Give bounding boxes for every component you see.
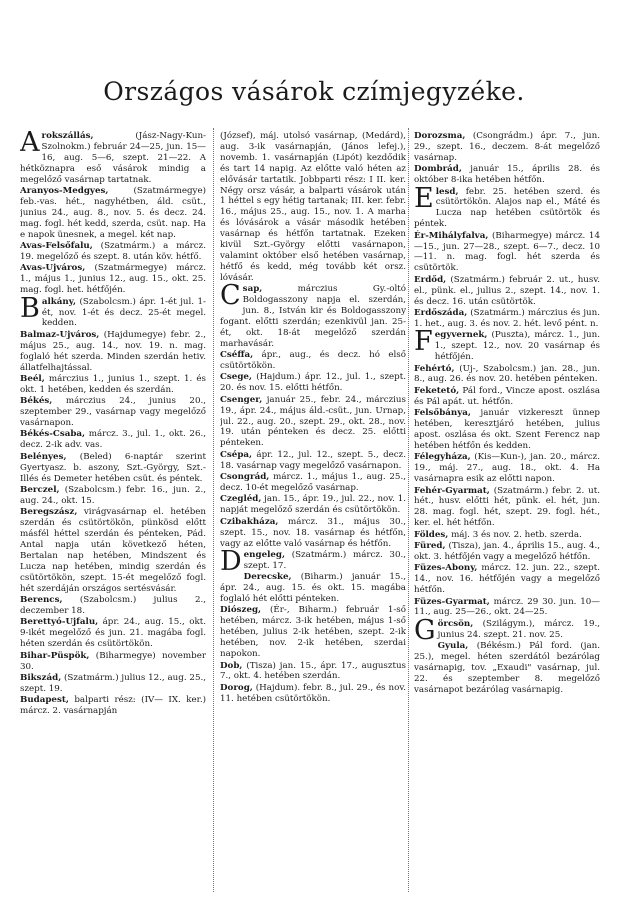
market-dates: (József), máj. utolsó vasárnap, (Medárd), aug. 3-ik vasárnapján, (János lefej.), novemb. 1. vasárnapján (Lipót) kezdődik és tart 14 napig. Az előtte való héten az elővásár tartatik. Jobbparti rész: I II. ker. Négy orsz vásár, a balparti vásárok után 1 héttel s egy hétig tartanak; III. ker. febr. 16., május 25., aug. 15., nov. 1. A marha és lóvásárok a vásár második hetében vasárnap és hétfőn tartatnak. Ezeken kivül Szt.-György előtti vasárnapon, valamint október első hetében vasárnap, hétfő és kedd, még tovább két orsz. lóvásár. bbox=[220, 131, 406, 283]
market-dates: (Ér-, Biharm.) február 1-ső hetében, márcz. 3-ik hetében, május 1-ső hetében, julius 2-ik hetében, szept. 2-ik hetében, nov. 2-ik hetében, szerdai napokon. bbox=[220, 605, 406, 660]
place-name: Dob, bbox=[220, 660, 243, 671]
column-divider bbox=[408, 128, 409, 892]
market-dates: (Csongrádm.) ápr. 7., jun. 29., szept. 16., deczem. 8-át megelőző vasárnap. bbox=[414, 131, 600, 163]
market-dates: virágvasárnap el. hetében szerdán és csütörtökön, pünkösd előtt másfél héttel szerdán és pénteken, Pád. Antal napja után következő héten, Bertalan nap hetében, Mindszent és Lucza nap hetében, mindig szerdán és csütörtökön, szept. 15-ét megelőző fogl. hét szerdáján országos sertésvásár. bbox=[20, 507, 206, 594]
market-dates: márczius 1., junius 1., szept. 1. és okt. 1 hetében, kedden és szerdán. bbox=[20, 373, 206, 395]
place-name: Füzes-Abony, bbox=[414, 563, 478, 574]
market-dates: (Szatmárm.) a márcz. 19. megelőző és szept. 8. után köv. hétfő. bbox=[20, 241, 206, 262]
market-dates: márczius 24., junius 20., szeptember 29., vasárnap vagy megelőző vasárnapon. bbox=[20, 396, 206, 429]
market-dates: (Szabolcsm.) julius 2., deczember 18. bbox=[20, 595, 206, 616]
market-entry bbox=[220, 494, 406, 516]
place-name: lesd, bbox=[435, 186, 459, 197]
market-entry bbox=[220, 350, 406, 372]
place-name: Beregszász, bbox=[20, 507, 78, 518]
place-name: Erdőszáda, bbox=[414, 308, 468, 318]
market-dates: (Puszta), márcz. 1., jun. 1., szept. 12., nov. 20 vasárnap és hétfőjén. bbox=[434, 330, 600, 363]
column-3 bbox=[414, 131, 600, 891]
place-name: Csege, bbox=[220, 372, 252, 383]
market-dates: (Kis—Kun-), jan. 20., márcz. 19., máj. 27., aug. 18., okt. 4. Ha vasárnapra esik az előtti napon. bbox=[414, 452, 600, 485]
column-1 bbox=[20, 131, 206, 891]
market-entry bbox=[414, 364, 600, 386]
place-name: Fehértó, bbox=[414, 363, 455, 374]
market-dates: (Beled) 6-naptár szerint Gyertyasz. b. aszony, Szt.-György, Szt.-Illés és Demeter hetében csüt. és péntek. bbox=[20, 451, 206, 484]
market-dates: márcz. 1., május 1., aug. 25., decz. 10-ét megelőző vasárnap. bbox=[220, 472, 406, 493]
drop-cap-initial: F bbox=[414, 326, 433, 358]
market-entry bbox=[20, 595, 206, 617]
market-dates: (Uj-, Szabolcsm.) jan. 28., jun. 8., aug. 26. és nov. 20. hetében pénteken. bbox=[414, 363, 600, 385]
market-dates: (Hajdumegye) febr. 2., május 25., aug. 14., nov. 19. n. mag. foglaló hét szerda. Minden szerdán hetiv. állatfelhajtással. bbox=[20, 329, 206, 373]
market-entry bbox=[414, 131, 600, 164]
market-entry bbox=[20, 241, 206, 263]
market-entry bbox=[414, 275, 600, 308]
place-name: Feketetó, bbox=[414, 385, 460, 396]
drop-cap-initial: C bbox=[220, 280, 241, 312]
place-name: Avas-Ujváros, bbox=[20, 263, 86, 274]
place-name: Csépa, bbox=[220, 449, 253, 460]
market-dates: (Szatmárm.) február 2. ut., husv. el., pünk. el., julius 2., szept. 14., nov. 1. és decz. 16. után csütörtök. bbox=[414, 274, 600, 307]
market-entry bbox=[20, 374, 206, 396]
place-name: Bikszád, bbox=[20, 672, 62, 683]
market-dates: (Biharm.) január 15., ápr. 24., aug. 15. és okt. 15. magába foglaló hét előtti pénteken. bbox=[220, 572, 406, 605]
market-entry bbox=[220, 372, 406, 394]
place-name: Csongrád, bbox=[220, 472, 270, 483]
market-entry bbox=[20, 292, 206, 330]
market-entry bbox=[20, 452, 206, 485]
place-name: Diószeg, bbox=[220, 605, 262, 616]
market-entry bbox=[414, 408, 600, 452]
place-name: Gyula, bbox=[437, 641, 469, 652]
drop-cap-initial: E bbox=[414, 182, 434, 214]
drop-cap-initial: D bbox=[220, 545, 242, 577]
place-name: Beél, bbox=[20, 373, 45, 384]
market-entry bbox=[220, 131, 406, 284]
market-entry bbox=[20, 695, 206, 717]
market-dates: Pál ford., Vincze apost. oszlása és Pál apát. ut. hétfőn. bbox=[414, 385, 600, 407]
place-name: Balmaz-Ujváros, bbox=[20, 329, 100, 340]
place-name: Czegléd, bbox=[220, 494, 262, 505]
market-entry bbox=[20, 485, 206, 507]
market-dates: (Hajdum). febr. 8., jul. 29., és nov. 11. hetében csütörtökön. bbox=[220, 682, 406, 704]
place-name: Erdőd, bbox=[414, 274, 447, 285]
market-entry bbox=[20, 263, 206, 296]
market-entry bbox=[414, 563, 600, 596]
market-entry bbox=[220, 395, 406, 450]
market-entry bbox=[414, 597, 600, 619]
market-entry bbox=[414, 326, 600, 363]
market-dates: (Jász-Nagy-Kun-Szolnokm.) február 24—25, jun. 15—16, aug. 5—6, szept. 21—22. A hétköznapra eső vásárok mindig a megelőző vasárnap tartatnak. bbox=[20, 131, 206, 185]
market-dates: január 25., febr. 24., márczius 19., ápr. 24., május áld.-csüt., jun. Urnap, jul. 22., aug. 20., szept. 29., okt. 28., nov. 19. után pénteken és decz. 25. előtti pénteken. bbox=[220, 394, 406, 449]
place-name: Félegyháza, bbox=[414, 452, 471, 463]
place-name: egyvernek, bbox=[434, 330, 488, 341]
market-entry bbox=[220, 605, 406, 660]
market-entry bbox=[220, 517, 406, 550]
market-dates: (Szabolcsm.) febr. 16., jun. 2., aug. 24., okt. 15. bbox=[20, 485, 206, 506]
market-dates: márcz. 29 30. jun. 10—11., aug. 25—26., okt. 24—25. bbox=[414, 596, 600, 618]
place-name: Czibakháza, bbox=[220, 516, 279, 527]
market-entry bbox=[220, 572, 406, 605]
place-name: Csenger, bbox=[220, 394, 263, 405]
place-name: Berencs, bbox=[20, 595, 63, 606]
market-dates: márcz. 31., május 30., szept. 15., nov. 18. vasárnap és hétfőn, vagy az előtte való vasárnap és hétfőn. bbox=[220, 516, 406, 549]
market-entry bbox=[220, 472, 406, 494]
market-entry bbox=[220, 280, 406, 349]
market-entry bbox=[414, 641, 600, 696]
market-dates: febr. 25. hetében szerd. és csütörtökön. Alajos nap el., Máté és Lucza nap hetében csütörtök és péntek. bbox=[414, 186, 600, 230]
place-name: Felsőbánya, bbox=[414, 408, 471, 419]
drop-cap-initial: G bbox=[414, 614, 436, 646]
market-entry bbox=[414, 614, 600, 646]
market-dates: (Szilágym.), márcz. 19., junius 24. szept. 21. nov. 25. bbox=[437, 618, 600, 640]
place-name: Földes, bbox=[414, 529, 449, 540]
market-entry bbox=[414, 164, 600, 186]
market-dates: (Tisza) jan. 15., ápr. 17., augusztus 7., okt. 4. hetében szerdán. bbox=[220, 660, 406, 682]
market-entry bbox=[20, 131, 206, 186]
market-dates: (Tisza), jan. 4., április 15., aug. 4., okt. 3. hétfőjén vagy a megelőző hétfőn. bbox=[414, 541, 600, 562]
market-entry bbox=[20, 330, 206, 374]
place-name: Békés-Csaba, bbox=[20, 429, 86, 440]
market-entry bbox=[220, 450, 406, 472]
market-dates: (Biharmegye) márcz. 14—15., jun. 27—28., szept. 6—7., decz. 10—11. n. mag. fogl. hét szerda és csütörtök. bbox=[414, 230, 600, 274]
drop-cap-initial: A bbox=[20, 131, 40, 158]
market-entry bbox=[20, 429, 206, 451]
place-name: Fehér-Gyarmat, bbox=[414, 485, 490, 496]
market-dates: ápr. 12., jul. 12., szept. 5., decz. 18. vasárnap vagy megelőző vasárnapon. bbox=[220, 449, 406, 471]
market-dates: (Szatmárm.) márcz. 30., szept. 17. bbox=[243, 549, 406, 571]
column-2 bbox=[220, 131, 406, 891]
place-name: rokszállás, bbox=[41, 131, 94, 141]
market-dates: (Szatmármegye) márcz. 1., május 1., junius 12., aug. 15., okt. 25. mag. fogl. het. hétfőjén. bbox=[20, 263, 206, 296]
place-name: Aranyos-Medgyes, bbox=[20, 186, 109, 197]
place-name: Dombrád, bbox=[414, 164, 462, 175]
place-name: Dorog, bbox=[220, 682, 253, 693]
place-name: Berczel, bbox=[20, 485, 60, 495]
drop-cap-initial: B bbox=[20, 292, 40, 324]
place-name: Cséffa, bbox=[220, 350, 254, 361]
place-name: Budapest, bbox=[20, 695, 69, 706]
market-dates: (Szatmárm.) julius 12., aug. 25., szept. 19. bbox=[20, 672, 206, 694]
market-entry bbox=[414, 486, 600, 530]
place-name: Füzes-Gyarmat, bbox=[414, 596, 490, 607]
market-dates: ápr. 24., aug. 15., okt. 9-ikét megelőző és jun. 21. magába fogl. héten szerdán és csütörtökön. bbox=[20, 617, 206, 650]
market-entry bbox=[220, 683, 406, 705]
place-name: Avas-Felsőfalu, bbox=[20, 241, 93, 252]
page-title: Országos vásárok czímjegyzéke. bbox=[103, 77, 525, 106]
market-dates: máj. 3 és nov. 2. hetb. szerda. bbox=[448, 529, 582, 540]
place-name: Ér-Mihályfalva, bbox=[414, 230, 489, 241]
market-entry bbox=[220, 661, 406, 683]
market-dates: márcz. 12. jun. 22., szept. 14., nov. 16. hétfőjén vagy a megelőző hétfőn. bbox=[414, 563, 600, 596]
place-name: Bihar-Püspök, bbox=[20, 650, 90, 661]
market-dates: (Biharmegye) november 30. bbox=[20, 650, 206, 672]
place-name: sap, bbox=[242, 284, 263, 295]
market-entry bbox=[220, 545, 406, 577]
market-dates: (Békésm.) Pál ford. (jan. 25.), megel. héten szerdától bezárólag vasárnapig, tov. „Exaudi" vasárnap, jul. 22. és szeptember 8. megelőző vasárnapot bezárólag vasárnapig. bbox=[414, 641, 600, 695]
market-entry bbox=[20, 673, 206, 695]
market-entry bbox=[20, 396, 206, 429]
market-entry bbox=[414, 386, 600, 408]
column-divider bbox=[213, 128, 214, 892]
market-entry bbox=[414, 530, 600, 541]
market-dates: jan. 15., ápr. 19., jul. 22., nov. 1. napját megelőző szerdán és csütörtökön. bbox=[220, 494, 406, 516]
place-name: Derecske, bbox=[243, 572, 292, 583]
market-entry bbox=[414, 231, 600, 275]
place-name: Füred, bbox=[414, 541, 446, 552]
market-dates: január vizkereszt ünnep hetében, keresztjáró hetében, julius apost. oszlása és okt. Szent Ferencz nap hetében hétfőn és kedden. bbox=[414, 408, 600, 451]
market-dates: márczius Gy.-oltó Boldogasszony napja el. szerdán, jun. 8., István kir és Boldogasszony fogant. előtti szerdán; ezenkivül jan. 25-ét, okt. 18-át megelőző szerdán marhavásár. bbox=[220, 284, 406, 349]
market-entry bbox=[20, 507, 206, 594]
place-name: engeleg, bbox=[243, 549, 286, 560]
market-dates: (Szatmármegye) feb.-vas. hét., nagyhétben, áld. csüt., junius 24., aug. 8., nov. 5. és decz. 24. mag. fogl. hét kedd, szerda, csüt. nap. Ha e napok ünesnek, a megel. két nap. bbox=[20, 186, 206, 240]
market-dates: (Szatmárm.) márczius és jun. 1. het., aug. 3. és nov. 2. hét. levő pént. n. bbox=[414, 308, 600, 329]
market-dates: (Szatmárm.) febr. 2. ut. hét., husv. előtti hét, pünk. el. hét, jun. 28. mag. fogl. hét, szept. 29. fogl. hét., ker. el. hét hétfőn. bbox=[414, 485, 600, 529]
market-dates: márcz. 3., jul. 1., okt. 26., decz. 2-ik adv. vas. bbox=[20, 429, 206, 451]
market-dates: január 15., április 28. és október 8-ika hetében hétfőn. bbox=[414, 164, 600, 186]
market-entry bbox=[414, 182, 600, 231]
place-name: Berettyó-Ujfalu, bbox=[20, 617, 99, 628]
market-dates: balparti rész: (IV— IX. ker.) márcz. 2. vasárnapján bbox=[20, 695, 206, 717]
market-entry bbox=[414, 452, 600, 485]
place-name: Dorozsma, bbox=[414, 131, 466, 141]
place-name: alkány, bbox=[41, 296, 76, 307]
market-entry bbox=[20, 617, 206, 650]
market-entry bbox=[414, 308, 600, 330]
place-name: örcsön, bbox=[437, 618, 474, 629]
market-dates: (Hajdum.) ápr. 12., jul. 1., szept. 20. és nov. 15. előtti hétfőn. bbox=[220, 372, 406, 394]
market-entry bbox=[20, 651, 206, 673]
market-entry bbox=[20, 186, 206, 241]
market-entry bbox=[414, 541, 600, 563]
place-name: Békés, bbox=[20, 396, 53, 407]
market-dates: ápr., aug., és decz. hó első csütörtökön. bbox=[220, 350, 406, 372]
place-name: Belényes, bbox=[20, 451, 67, 462]
market-dates: (Szabolcsm.) ápr. 1-ét jul. 1-ét, nov. 1-ét és decz. 25-ét megel. kedden. bbox=[41, 296, 206, 329]
